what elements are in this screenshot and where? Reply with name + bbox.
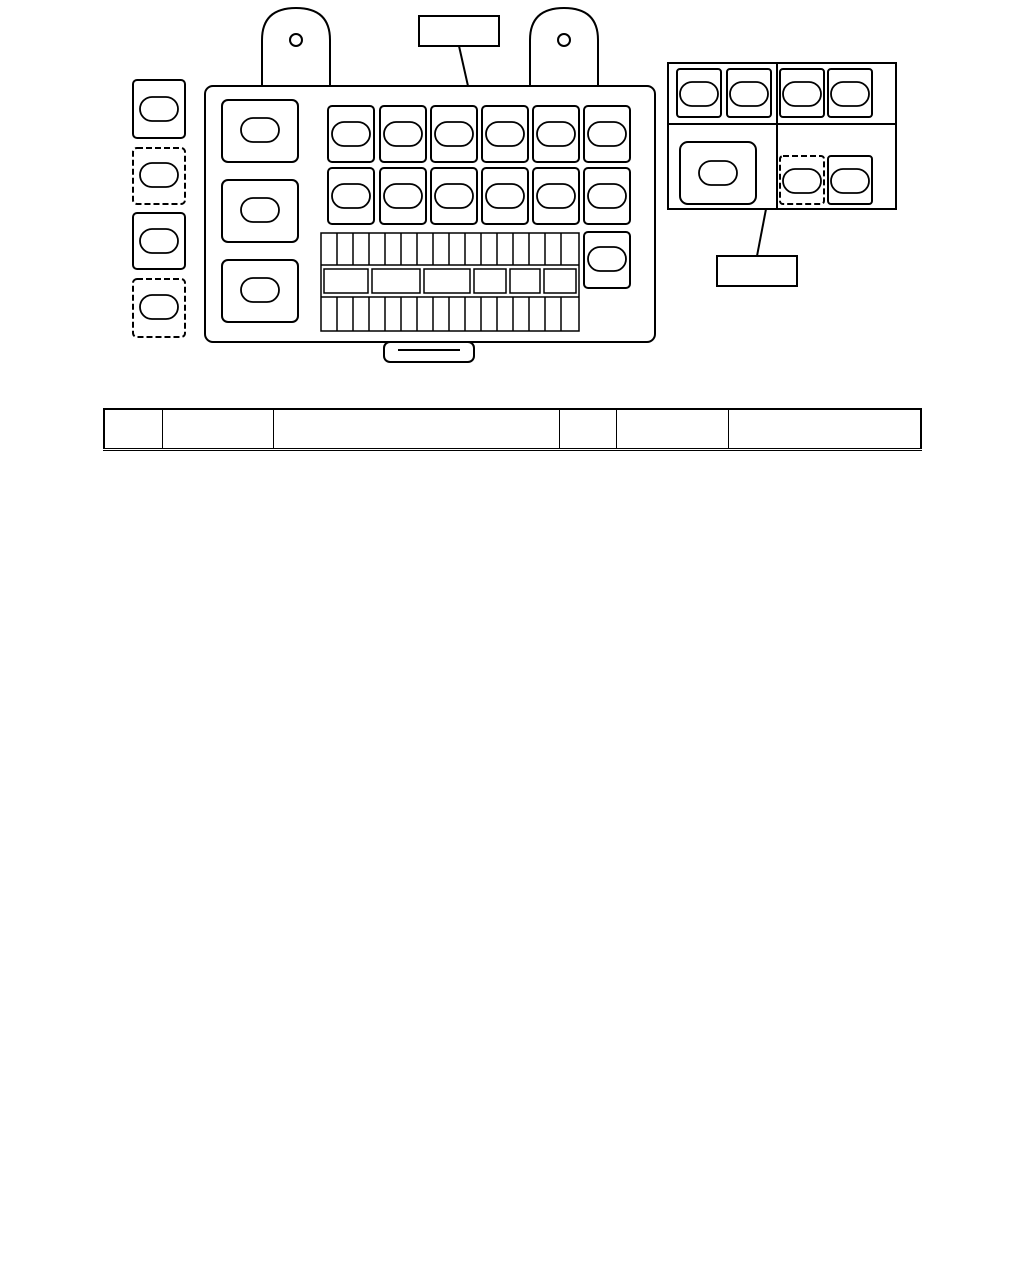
- slot-ak: [384, 184, 422, 208]
- slot-aq: [140, 295, 178, 319]
- slot-af: [435, 122, 473, 146]
- slot-ai: [588, 122, 626, 146]
- header-key-no-right: [616, 409, 728, 450]
- slot-ad: [332, 122, 370, 146]
- bottom-latch: [384, 342, 474, 362]
- slot-an: [537, 184, 575, 208]
- relay-box-diagram: [0, 0, 1024, 400]
- slot-ah: [537, 122, 575, 146]
- header-key-no: [162, 409, 273, 450]
- slot-aa: [241, 118, 279, 142]
- header-code: [104, 409, 162, 450]
- slot-ae: [384, 122, 422, 146]
- header-relay-name: [273, 409, 559, 450]
- slot-az: [140, 163, 178, 187]
- table-header-row: [104, 409, 921, 450]
- slot-ao: [588, 184, 626, 208]
- callout-8-10: [419, 16, 499, 86]
- slot-al: [435, 184, 473, 208]
- slot-ab: [241, 198, 279, 222]
- slot-ax: [783, 82, 821, 106]
- slot-as: [699, 161, 737, 185]
- slot-ca: [140, 97, 178, 121]
- slot-ac: [241, 278, 279, 302]
- slot-at: [783, 169, 821, 193]
- slot-av: [680, 82, 718, 106]
- slot-au: [831, 169, 869, 193]
- slot-ag: [486, 122, 524, 146]
- slot-aj: [332, 184, 370, 208]
- slot-aw: [730, 82, 768, 106]
- slot-am: [486, 184, 524, 208]
- header-code-right: [559, 409, 616, 450]
- slot-ar: [140, 229, 178, 253]
- slot-ay: [831, 82, 869, 106]
- relay-table: [103, 408, 922, 451]
- mounting-ear-right: [530, 8, 598, 90]
- slot-ap: [588, 247, 626, 271]
- callout-8-15: [717, 209, 797, 286]
- mounting-ear-left: [262, 8, 330, 90]
- header-relay-name-right: [728, 409, 921, 450]
